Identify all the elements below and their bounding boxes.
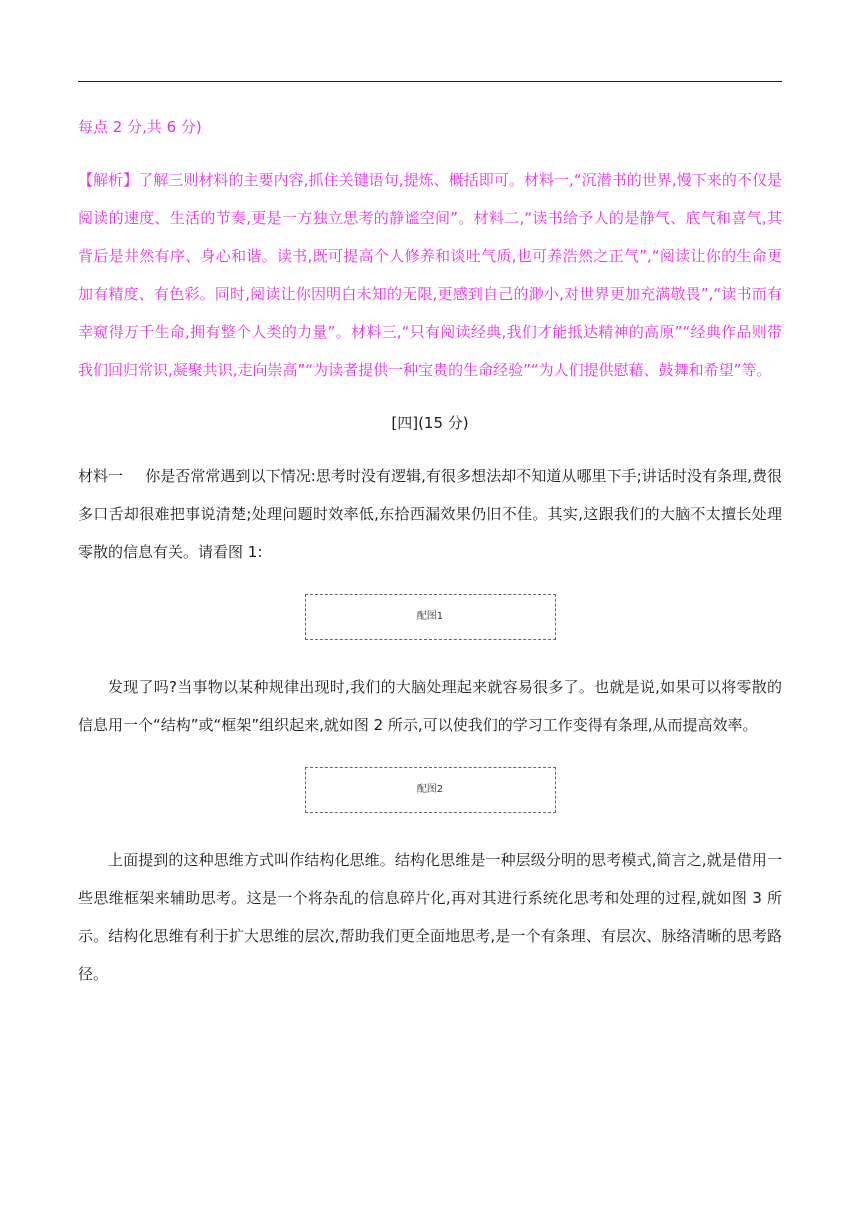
analysis-paragraph bbox=[78, 161, 782, 389]
paragraph-2: 发现了吗?当事物以某种规律出现时,我们的大脑处理起来就容易很多了。也就是说,如果可以将零散的信息用一个“结构”或“框架”组织起来,就如图 2 所示,可以使我们的学习工作变得有条理,从而提高效率。 bbox=[78, 678, 782, 734]
figure2-placeholder bbox=[305, 767, 556, 813]
header-rule bbox=[78, 81, 782, 82]
analysis-text: 了解三则材料的主要内容,抓住关键语句,提炼、概括即可。材料一,“沉潜书的世界,慢下来的不仅是阅读的速度、生活的节奏,更是一方独立思考的静谧空间”。材料二,“读书给予人的是静气、底气和喜气,其背后是井然有序、身心和谐。读书,既可提高个人修养和谈吐气质,也可养浩然之正气”,“阅读让你的生命更加有精度、有色彩。同时,阅读让你因明白未知的无限,更感到自己的渺小,对世界更加充满敬畏”,“读书而有幸窥得万千生命,拥有整个人类的力量”。材料三,“只有阅读经典,我们才能抵达精神的高原”“经典作品则带我们回归常识,凝聚共识,走向崇高”“为读者提供一种宝贵的生命经验”“为人们提供慰藉、鼓舞和希望”等。 bbox=[78, 171, 782, 379]
material1-paragraph bbox=[78, 457, 782, 571]
figure1-placeholder bbox=[305, 594, 556, 640]
material1-label: 材料一 bbox=[78, 467, 124, 485]
paragraph-3: 上面提到的这种思维方式叫作结构化思维。结构化思维是一种层级分明的思考模式,简言之,就是借用一些思维框架来辅助思考。这是一个将杂乱的信息碎片化,再对其进行系统化思考和处理的过程,就如图 3 所示。结构化思维有利于扩大思维的层次,帮助我们更全面地思考,是一个有条理、有层次、脉络清晰的思考路径。 bbox=[78, 851, 782, 983]
analysis-label: 【解析】 bbox=[78, 171, 139, 189]
document-body bbox=[78, 108, 782, 993]
section-title: [四](15 分) bbox=[391, 414, 469, 432]
score-note: 每点 2 分,共 6 分) bbox=[78, 118, 202, 136]
figure1-label: 配图1 bbox=[416, 611, 444, 622]
material1-text: 你是否常常遇到以下情况:思考时没有逻辑,有很多想法却不知道从哪里下手;讲话时没有条理,费很多口舌却很难把事说清楚;处理问题时效率低,东拾西漏效果仍旧不佳。其实,这跟我们的大脑不太擅长处理零散的信息有关。请看图 1: bbox=[78, 467, 782, 561]
figure2-label: 配图2 bbox=[416, 784, 444, 795]
